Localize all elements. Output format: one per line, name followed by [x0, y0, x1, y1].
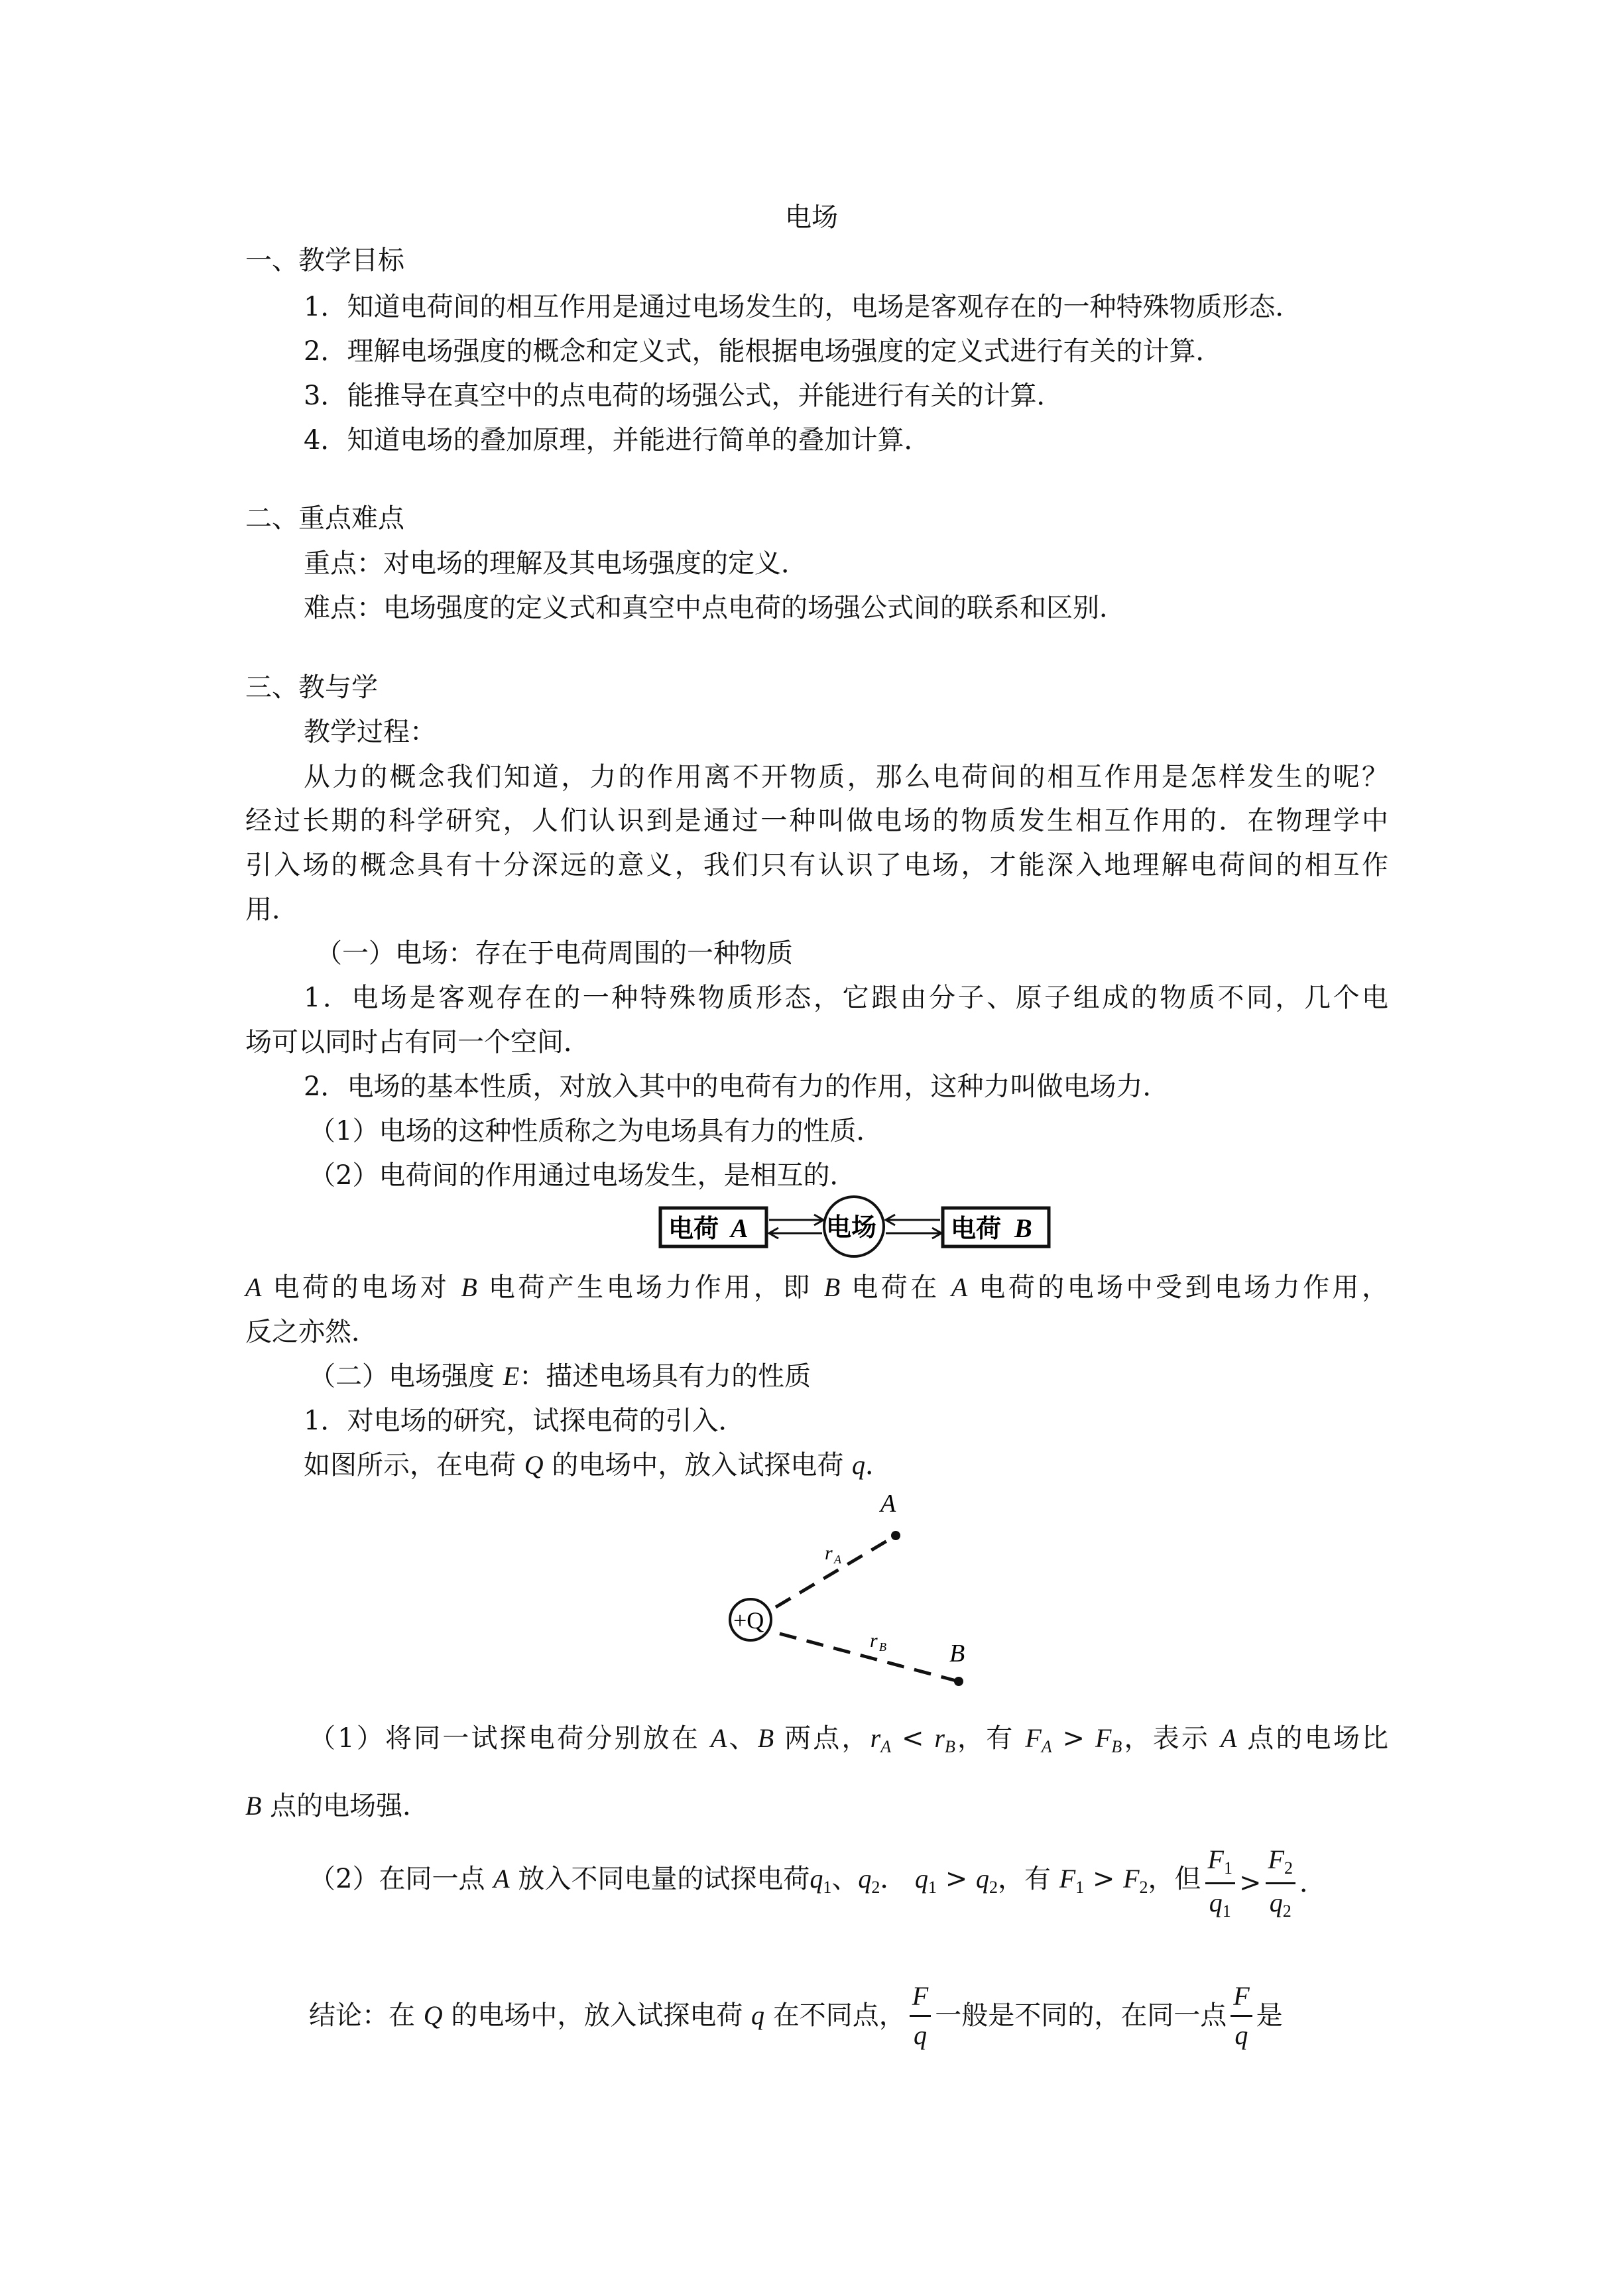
- part1-subitem: （2）电荷间的作用通过电场发生，是相互的．: [309, 1160, 857, 1191]
- section-heading-objectives: 一、教学目标: [245, 245, 404, 276]
- source-charge-label: +Q: [733, 1607, 764, 1634]
- objective-item: 3．能推导在真空中的点电荷的场强公式，并能进行有关的计算．: [304, 381, 1063, 411]
- charge-a-var: A: [731, 1213, 749, 1243]
- difficulty-text: 难点：电场强度的定义式和真空中点电荷的场强公式间的联系和区别．: [304, 593, 1126, 623]
- page-title: 电场: [785, 202, 838, 233]
- ab-explanation-line: A 电荷的电场对 B 电荷产生电场力作用，即 B 电荷在 A 电荷的电场中受到电场力作用，: [245, 1272, 1388, 1303]
- section-heading-key-points: 二、重点难点: [245, 503, 404, 534]
- conclusion-line: 结论：在 Q 的电场中，放入试探电荷 q 在不同点， $\frac{F}{q}$ 一般是不同的，在同一点 $\frac{F}{q}$ 是: [309, 1980, 1283, 2050]
- charge-b-label: 电荷: [951, 1215, 1002, 1243]
- charge-b-var: B: [1014, 1213, 1032, 1243]
- part2-item: 1．对电场的研究，试探电荷的引入．: [304, 1406, 745, 1436]
- field-label: 电场: [826, 1214, 877, 1242]
- distance-b-label: r: [870, 1630, 878, 1652]
- point-b-label: B: [949, 1640, 965, 1667]
- ab-explanation-line: 反之亦然．: [245, 1317, 378, 1347]
- fraction-f1-q1: $\frac{F_1}{q_1}$: [1205, 1845, 1235, 1921]
- figure-intro: 如图所示，在电荷 Q 的电场中，放入试探电荷 q．: [304, 1450, 892, 1480]
- comparison-1-line: B 点的电场强．: [245, 1791, 430, 1821]
- intro-paragraph-line: 从力的概念我们知道，力的作用离不开物质，那么电荷间的相互作用是怎样发生的呢？: [304, 762, 1388, 792]
- point-charge-diagram: [716, 1479, 994, 1697]
- objective-item: 2．理解电场强度的概念和定义式，能根据电场强度的定义式进行有关的计算．: [304, 336, 1223, 367]
- part2-heading: （二）电场强度 E：描述电场具有力的性质: [309, 1361, 812, 1392]
- distance-b-sub: B: [879, 1640, 886, 1654]
- part1-subitem: （1）电场的这种性质称之为电场具有力的性质．: [309, 1116, 883, 1146]
- comparison-2-line: （2）在同一点 A 放入不同电量的试探电荷$q_1$、$q_2$． $q_1 > q_2$，有 $F_1 > F_2$，但 $\frac{F_1}{q_1}$ > $\frac{F_2}{q_2}$ ．: [309, 1844, 1326, 1921]
- charge-a-label: 电荷: [668, 1215, 719, 1243]
- section-heading-teaching: 三、教与学: [245, 672, 378, 703]
- part1-item-line: 场可以同时占有同一个空间．: [245, 1027, 590, 1057]
- point-a-label: A: [880, 1490, 896, 1518]
- distance-a-sub: A: [834, 1553, 841, 1566]
- fraction-f-q: $\frac{F}{q}$: [1231, 1982, 1252, 2050]
- objective-item: 4．知道电场的叠加原理，并能进行简单的叠加计算．: [304, 425, 931, 455]
- distance-line-a: [776, 1537, 894, 1607]
- charge-field-diagram: [656, 1193, 1054, 1260]
- fraction-f-q: $\frac{F}{q}$: [910, 1982, 931, 2050]
- part1-item-line: 1．电场是客观存在的一种特殊物质形态，它跟由分子、原子组成的物质不同，几个电: [304, 983, 1388, 1013]
- point-a-dot: [891, 1531, 900, 1540]
- part1-item: 2．电场的基本性质，对放入其中的电荷有力的作用，这种力叫做电场力．: [304, 1071, 1170, 1102]
- distance-a-label: r: [825, 1542, 833, 1564]
- comparison-1-line: （1）将同一试探电荷分别放在 A、B 两点，$r_A < r_B$，有 $F_A > F_B$，表示 A 点的电场比: [309, 1723, 1389, 1756]
- arrows-field-b: [886, 1215, 941, 1239]
- fraction-f2-q2: $\frac{F_2}{q_2}$: [1266, 1845, 1295, 1921]
- part1-heading: （一）电场：存在于电荷周围的一种物质: [316, 938, 793, 969]
- distance-line-b: [780, 1634, 956, 1681]
- intro-paragraph-line: 用．: [245, 894, 298, 925]
- process-label: 教学过程：: [304, 717, 436, 747]
- intro-paragraph-line: 经过长期的科学研究，人们认识到是通过一种叫做电场的物质发生相互作用的．在物理学中: [245, 806, 1388, 836]
- point-b-dot: [954, 1677, 963, 1686]
- key-point-text: 重点：对电场的理解及其电场强度的定义．: [304, 548, 808, 579]
- intro-paragraph-line: 引入场的概念具有十分深远的意义，我们只有认识了电场，才能深入地理解电荷间的相互作: [245, 850, 1388, 880]
- arrows-a-field: [769, 1215, 823, 1239]
- objective-item: 1．知道电荷间的相互作用是通过电场发生的，电场是客观存在的一种特殊物质形态．: [304, 292, 1302, 322]
